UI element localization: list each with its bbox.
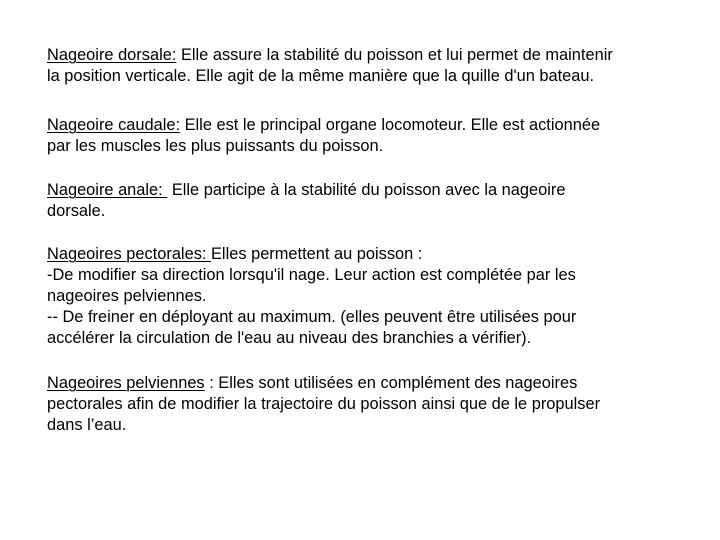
section-text: Elle est le principal organe locomoteur. Elle est actionnée: [180, 116, 601, 134]
section-first-line: [47, 45, 687, 66]
section-anale: [47, 180, 687, 222]
section-text: dans l’eau.: [47, 416, 127, 434]
section-first-line: [47, 180, 687, 201]
term-nageoires-pelviennes: Nageoires pelviennes: [47, 374, 205, 392]
section-pelviennes: [47, 373, 687, 436]
section-text: -- De freiner en déployant au maximum. (elles peuvent être utilisées pour: [47, 308, 577, 326]
section-text: dorsale.: [47, 202, 106, 220]
term-nageoire-anale: Nageoire anale:: [47, 181, 168, 199]
section-caudale: [47, 115, 687, 157]
section-first-line: [47, 115, 687, 136]
section-first-line: [47, 373, 687, 394]
section-text: la position verticale. Elle agit de la même manière que la quille d'un bateau.: [47, 67, 595, 85]
section-text: pectorales afin de modifier la trajectoire du poisson ainsi que de le propulser: [47, 395, 601, 413]
section-text: -De modifier sa direction lorsqu'il nage. Leur action est complétée par les: [47, 266, 576, 284]
term-nageoire-dorsale: Nageoire dorsale:: [47, 46, 177, 64]
section-text: : Elles sont utilisées en complément des nageoires: [204, 374, 578, 392]
section-text: nageoires pelviennes.: [47, 287, 207, 305]
section-text: par les muscles les plus puissants du poisson.: [47, 137, 384, 155]
section-first-line: [47, 244, 687, 265]
section-text: Elles permettent au poisson :: [211, 245, 423, 263]
section-text: Elle participe à la stabilité du poisson avec la nageoire: [167, 181, 566, 199]
term-nageoires-pectorales: Nageoires pectorales:: [47, 245, 211, 263]
section-dorsale: [47, 45, 687, 87]
section-pectorales: [47, 244, 687, 349]
term-nageoire-caudale: Nageoire caudale:: [47, 116, 181, 134]
section-text: Elle assure la stabilité du poisson et lui permet de maintenir: [176, 46, 613, 64]
section-text: accélérer la circulation de l'eau au niveau des branchies a vérifier).: [47, 329, 532, 347]
